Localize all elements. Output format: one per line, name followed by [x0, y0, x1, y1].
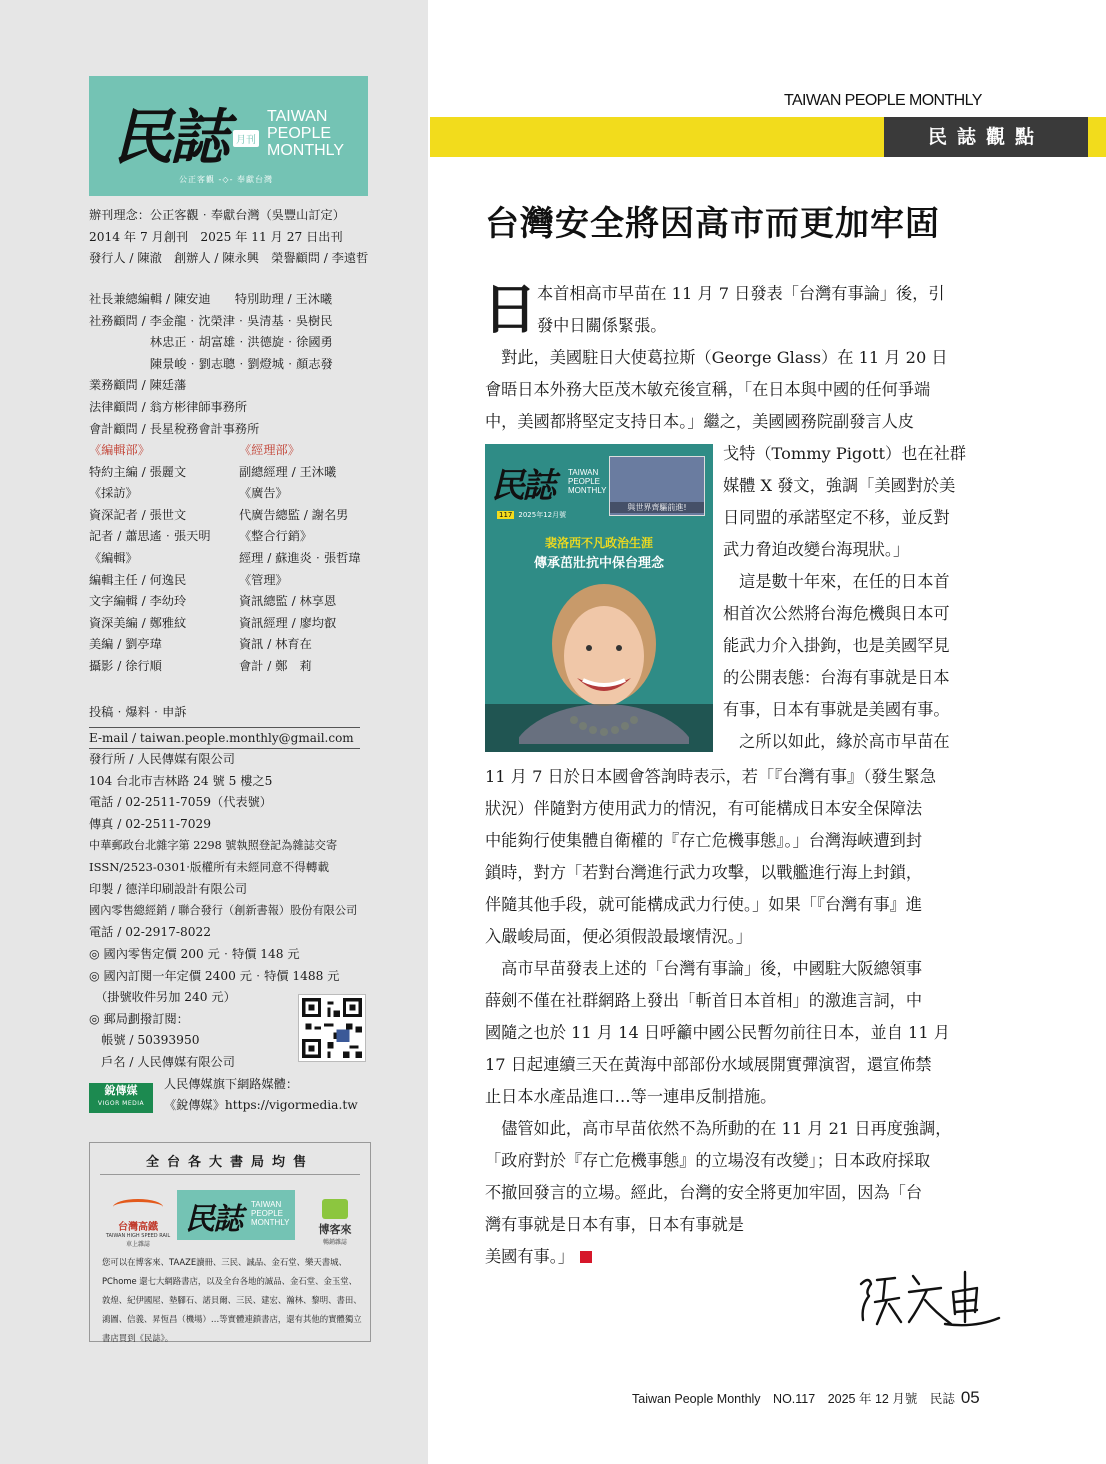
page-number: 05 [960, 1388, 980, 1407]
magazine-cover-image [485, 444, 713, 752]
staff-line: 特約主編 / 張麗文 [89, 464, 187, 479]
logo-english [267, 108, 344, 159]
paragraph-4 [485, 761, 951, 1273]
info-line: 印製 / 德洋印刷設計有限公司 [89, 881, 248, 896]
info-line: 傳真 / 02-2511-7029 [89, 816, 212, 831]
price-line: ◎ 國內零售定價 200 元‧特價 148 元 [89, 947, 300, 961]
staff-line: 資深美編 / 鄭雅紋 [89, 615, 187, 630]
hsr-tag: 車上雜誌 [125, 1241, 150, 1248]
price-line: ◎ 郵局劃撥訂閱： [89, 1011, 189, 1026]
info-line: 電話 / 02-2511-7059（代表號） [89, 795, 272, 810]
masthead-logo [89, 76, 368, 196]
publisher-info [89, 749, 357, 943]
staff-line: 代廣告總監 / 謝名男 [239, 507, 349, 522]
info-line: 辦刊理念：公正客觀‧奉獻台灣（吳豐山訂定） [89, 208, 345, 222]
brand-title: TAIWAN PEOPLE MONTHLY [784, 92, 982, 109]
cover-bottom-strip [485, 704, 713, 752]
text-line: 入嚴峻局面，便必須假設最壞情況。」 [485, 927, 753, 946]
footer-text: Taiwan People Monthly NO.117 2025 年 12 月號 民誌 [632, 1392, 955, 1406]
text-line: 狀況）伴隨對方使用武力的情況，有可能構成日本安全保障法 [485, 799, 923, 818]
staff-line: 美編 / 劉亭瑋 [89, 637, 162, 652]
hsr-logo [102, 1199, 174, 1248]
text-line: 17 日起連續三天在黃海中部部份水域展開實彈演習，還宣佈禁 [485, 1055, 932, 1074]
management-department [239, 440, 361, 678]
logo-en-line: TAIWAN [267, 108, 328, 125]
shopping-bag-icon [322, 1199, 348, 1219]
info-line: 法律顧問 / 翁方彬律師事務所 [89, 399, 248, 414]
cover-inset-photo [609, 456, 705, 516]
vigor-line: 人民傳媒旗下網路媒體： [164, 1077, 299, 1091]
text-line: 中，美國都將堅定支持日本。」繼之，美國國務院副發言人皮 [485, 412, 914, 431]
author-signature [855, 1262, 1005, 1334]
masthead-column [0, 0, 428, 1464]
info-line: 發行所 / 人民傳媒有限公司 [89, 752, 235, 766]
submit-label-text: 投稿‧爆料‧申訴 [89, 705, 187, 719]
vigor-media-logo [89, 1083, 153, 1113]
text-line: 會晤日本外務大臣茂木敏充後宣稱，「在日本與中國的任何爭端 [485, 380, 931, 399]
text-line: 這是數十年來，在任的日本首 [723, 572, 950, 591]
vigor-badge-text: 銳傳媒 [104, 1084, 138, 1097]
text-line: 鎖時，對方「若對台灣進行武力攻擊，以戰艦進行海上封鎖， [485, 863, 923, 882]
text-line: 中能夠行使集體自衛權的『存亡危機事態』。」台灣海峽遭到封 [485, 831, 923, 850]
text-line: 本首相高市早苗在 11 月 7 日發表「台灣有事論」後，引 [537, 284, 945, 303]
department-heading: 《編輯部》 [89, 443, 150, 457]
paragraph-2 [485, 342, 948, 438]
bookstore-description: 您可以在博客來、TAAZE讀冊、三民、誠品、金石堂、樂天書城、PChome 還七大網路書店，以及全台各地的誠品、金石堂、金玉堂、敦煌、紀伊國屋、墊腳石、諾貝爾、三民、建宏、瀚林、黎明、書田、鴻圖、信義、昇恆昌（機場）…等實體連鎖書店，還有其他的實體獨立書店買到《民誌》。 [102, 1257, 362, 1343]
text-line: 發中日關係緊張。 [537, 316, 667, 335]
staff-line: 資訊總監 / 林享恩 [239, 594, 337, 609]
staff-line: 副總經理 / 王沐曦 [239, 464, 337, 479]
masthead-top-info [89, 205, 368, 270]
mini-magazine-logo [177, 1190, 295, 1240]
info-line: 業務顧問 / 陳廷藩 [89, 378, 187, 393]
price-line: （掛號收件另加 240 元） [89, 990, 236, 1005]
department-heading: 《經理部》 [239, 443, 300, 457]
column-bar [430, 117, 1106, 157]
logo-en-line: MONTHLY [267, 142, 345, 159]
page-footer [632, 1388, 980, 1408]
bookstore-header: 全台各大書局均售 [100, 1151, 360, 1175]
price-line: 帳號 / 50393950 [89, 1033, 200, 1048]
editorial-department [89, 440, 211, 678]
info-line: 陳景峻‧劉志聰‧劉燈城‧顏志發 [89, 356, 333, 371]
info-line: 社務顧問 / 李金龍‧沈榮津‧吳清基‧吳樹民 [89, 313, 333, 328]
logo-slogan: 公正客觀 -◇- 奉獻台灣 [179, 175, 274, 184]
logo-chinese: 民誌 [113, 103, 225, 173]
end-mark-icon [580, 1251, 592, 1263]
hsr-swoosh-icon [113, 1199, 163, 1215]
staff-line: 《採訪》 [89, 486, 138, 501]
drop-cap: 日 [483, 277, 537, 341]
staff-line: 資訊經理 / 廖均叡 [239, 615, 337, 630]
info-line: 發行人 / 陳澈 創辦人 / 陳永興 榮譽顧問 / 李遠哲 [89, 251, 369, 266]
staff-line: 《編輯》 [89, 550, 138, 565]
staff-line: 《管理》 [239, 572, 288, 587]
cover-issue [497, 510, 566, 520]
text-line: 之所以如此，緣於高市早苗在 [723, 732, 950, 751]
info-line: 中華郵政台北雜字第 2298 號執照登記為雜誌交寄 [89, 839, 338, 853]
cover-issue-number: 117 [499, 511, 513, 519]
staff-line: 文字編輯 / 李幼玲 [89, 594, 187, 609]
cover-logo: 民誌 [491, 466, 553, 506]
info-line: 2014 年 7 月創刊 2025 年 11 月 27 日出刊 [89, 229, 343, 244]
last-line-text: 美國有事。」 [485, 1247, 575, 1266]
text-line: 儘管如此，高市早苗依然不為所動的在 11 月 21 日再度強調， [485, 1119, 952, 1138]
text-line: 薛劍不僅在社群網路上發出「斬首日本首相」的激進言詞，中 [485, 991, 923, 1010]
text-line: 高市早苗發表上述的「台灣有事論」後，中國駐大阪總領事 [485, 959, 923, 978]
staff-line: 攝影 / 徐行順 [89, 658, 162, 673]
contact-email[interactable]: E-mail / taiwan.people.monthly@gmail.com [89, 727, 360, 749]
price-line: 戶名 / 人民傳媒有限公司 [89, 1054, 235, 1069]
cover-logo-english: TAIWAN PEOPLE MONTHLY [568, 468, 607, 495]
submit-label [89, 702, 187, 724]
article-title: 台灣安全將因高市而更加牢固 [485, 204, 940, 244]
info-line: 104 台北市吉林路 24 號 5 樓之5 [89, 773, 273, 788]
cover-issue-date: 2025年12月號 [518, 511, 567, 519]
info-line: 國內零售總經銷 / 聯合發行（創新書報）股份有限公司 [89, 904, 358, 918]
text-line: 有事，日本有事就是美國有事。 [723, 700, 950, 719]
books-com-logo [308, 1199, 362, 1246]
vigor-link[interactable]: 《銳傳媒》https://vigormedia.tw [164, 1098, 358, 1112]
text-line: 相首次公然將台海危機與日本可 [723, 604, 950, 623]
text-line: 能武力介入掛鉤，也是美國罕見 [723, 636, 950, 655]
paragraph-3 [723, 438, 966, 758]
staff-line: 資深記者 / 張世文 [89, 507, 187, 522]
info-line: 社長兼總編輯 / 陳安迪 特別助理 / 王沐曦 [89, 292, 333, 306]
vigor-media-info [164, 1074, 358, 1116]
staff-line: 《廣告》 [239, 486, 288, 501]
bookstore-box [89, 1142, 371, 1342]
info-line: ISSN/2523-0301‧版權所有未經同意不得轉載 [89, 859, 330, 874]
text-line: 「政府對於『存亡危機事態』的立場沒有改變」；日本政府採取 [485, 1151, 931, 1170]
text-line: 不撤回發言的立場。經此，台灣的安全將更加牢固，因為「台 [485, 1183, 923, 1202]
cover-headline-1: 裴洛西不凡政治生涯 [544, 536, 653, 550]
staff-line: 《整合行銷》 [239, 529, 313, 544]
text-line: 的公開表態：台海有事就是日本 [723, 668, 950, 687]
text-line: 止日本水產品進口…等一連串反制措施。 [485, 1087, 777, 1106]
staff-line: 資訊 / 林育在 [239, 637, 312, 652]
hsr-name: 台灣高鐵 [118, 1222, 158, 1233]
text-line: 日同盟的承諾堅定不移，並反對 [723, 508, 950, 527]
text-line: 對此，美國駐日大使葛拉斯（George Glass）在 11 月 20 日 [485, 348, 948, 367]
text-line: 國隨之也於 11 月 14 日呼籲中國公民暫勿前往日本，並自 11 月 [485, 1023, 950, 1042]
text-line: 武力脅迫改變台海現狀。」 [723, 540, 910, 559]
masthead-staff-info [89, 289, 333, 440]
logo-en-line: PEOPLE [267, 125, 332, 142]
price-line: ◎ 國內訂閱一年定價 2400 元‧特價 1488 元 [89, 968, 340, 983]
text-line: 戈特（Tommy Pigott）也在社群 [723, 444, 966, 463]
mini-logo-english: TAIWAN PEOPLE MONTHLY [251, 1200, 290, 1227]
info-line: 電話 / 02-2917-8022 [89, 924, 212, 939]
cover-headline-2: 傳承茁壯抗中保台理念 [533, 556, 664, 571]
books-tag: 暢銷雜誌 [322, 1239, 347, 1246]
logo-monthly-tag: 月刊 [233, 130, 259, 147]
staff-line: 編輯主任 / 何逸民 [89, 572, 187, 587]
text-line: 伴隨其他手段，就可能構成武力行使。」如果「『台灣有事』進 [485, 895, 923, 914]
mini-logo-chinese: 民誌 [185, 1202, 241, 1237]
hsr-english: TAIWAN HIGH SPEED RAIL [105, 1233, 171, 1239]
column-tab: 民誌觀點 [884, 117, 1088, 157]
staff-line: 記者 / 蕭思遙‧張天明 [89, 529, 211, 544]
info-line: 會計顧問 / 長星稅務會計事務所 [89, 421, 260, 436]
info-line: 林忠正‧胡富雄‧洪德旋‧徐國勇 [89, 335, 333, 350]
staff-line: 經理 / 蘇進炎‧張哲瑋 [239, 550, 361, 565]
text-line: 媒體 X 發文，強調「美國對於美 [723, 476, 956, 495]
books-name: 博客來 [318, 1223, 352, 1236]
text-line: 11 月 7 日於日本國會答詢時表示，若「『台灣有事』（發生緊急 [485, 767, 937, 786]
cover-inset-caption: 與世界齊驅前進! [610, 502, 704, 513]
qr-code-icon[interactable] [298, 994, 366, 1062]
text-line: 灣有事就是日本有事，日本有事就是 [485, 1215, 744, 1234]
staff-line: 會計 / 鄭 莉 [239, 658, 312, 673]
vigor-badge-subtext: VIGOR MEDIA [97, 1100, 145, 1107]
paragraph-1 [537, 278, 945, 342]
